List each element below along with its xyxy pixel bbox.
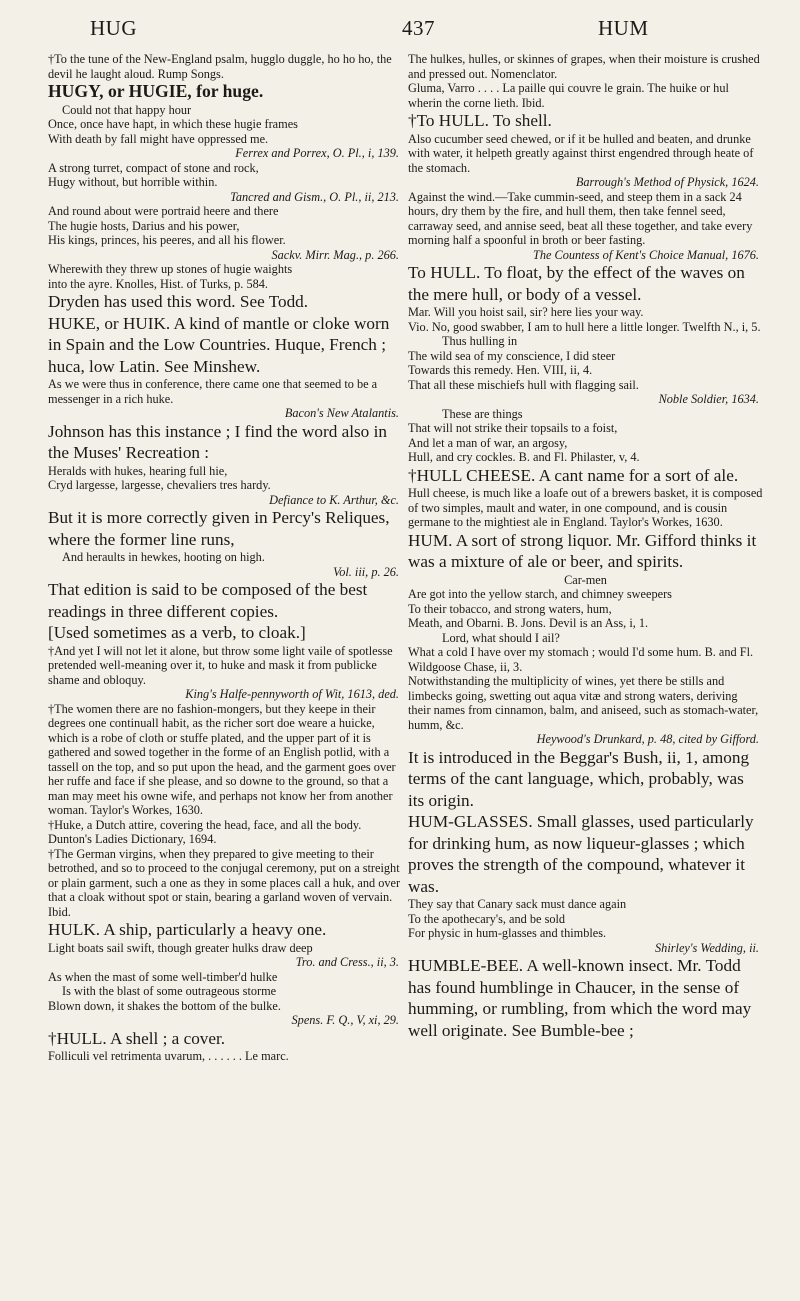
quotation-line: Once, once have hapt, in which these hugie frames xyxy=(48,117,298,131)
quotation-line: And round about were portraid heere and there xyxy=(48,204,279,218)
quotation-line: As we were thus in conference, there came one that seemed to be a messenger in a rich huke. xyxy=(48,377,378,406)
running-head-right: HUM xyxy=(598,16,649,40)
quotation-line: And let a man of war, an argosy, xyxy=(408,435,568,450)
quotation-line: †To the tune of the New-England psalm, hugglo duggle, ho ho ho, the devil he laught aloud. Rump Songs. xyxy=(48,52,392,81)
quotation-line: Blown down, it shakes the bottom of the bulke. xyxy=(48,998,281,1013)
quotation-line: The wild sea of my conscience, I did steer xyxy=(408,348,616,363)
quotation-line: Lord, what should I ail? xyxy=(442,630,560,645)
quotation-line: Towards this remedy. Hen. VIII, ii, 4. xyxy=(408,363,593,377)
quotation-line: †And yet I will not let it alone, but throw some light vaile of spotlesse pretended well-meaning over it, to huke and mask it from publicke shame and obloquy. xyxy=(48,643,393,687)
entry-paragraph: HULK. A ship, particularly a heavy one. xyxy=(48,920,327,939)
quotation-line: Also cucumber seed chewed, or if it be hulled and beaten, and drunke with water, it helpeth greatly against thirst engendred through heate of the stomach. xyxy=(408,131,754,175)
quotation-line: Against the wind.—Take cummin-seed, and steep them in a sack 24 hours, dry them by the fire, and hull them, then take fennel seed, carraway seed, and annise seed, beat all these together, and take every morning half a spoonful in broth or beer fasting. xyxy=(408,189,753,247)
entry-paragraph: HUM. A sort of strong liquor. Mr. Gifford thinks it was a mixture of ale or beer, and spirits. xyxy=(408,530,757,571)
quotation-line: With death by fall might have oppressed me. xyxy=(48,131,269,146)
entry-paragraph: But it is more correctly given in Percy's Reliques, where the former line runs, xyxy=(48,508,390,549)
quotation-line: Mar. Will you hoist sail, sir? here lies your way. xyxy=(408,305,644,319)
citation: Defiance to K. Arthur, &c. xyxy=(269,492,399,507)
citation: Shirley's Wedding, ii. xyxy=(655,940,759,955)
quotation-line: Folliculi vel retrimenta uvarum, . . . . . . Le marc. xyxy=(48,1049,289,1063)
right-column xyxy=(408,52,763,1292)
quotation-line: Are got into the yellow starch, and chimney sweepers xyxy=(408,587,672,601)
quotation-line: Wherewith they threw up stones of hugie waights xyxy=(48,262,293,276)
entry-paragraph: Johnson has this instance ; I find the word also in the Muses' Recreation : xyxy=(48,421,387,462)
entry-paragraph: That edition is said to be composed of the best readings in three different copies. xyxy=(48,580,368,621)
quotation-line: †The German virgins, when they prepared to give meeting to their betrothed, and so to proceed to the conjugal ceremony, put on a streight or plain garment, such a one as they in some places call a huk, and over that a cloak without spot or stain, bearing a garland woven of vervain. Ibid. xyxy=(48,846,401,919)
quotation-line: To the apothecary's, and be sold xyxy=(408,911,566,926)
quotation-line: Light boats sail swift, though greater hulks draw deep xyxy=(48,940,313,955)
quotation-line: His kings, princes, his peeres, and all his flower. xyxy=(48,233,286,247)
quotation-line: Heralds with hukes, hearing full hie, xyxy=(48,463,228,478)
citation: Bacon's New Atalantis. xyxy=(284,406,399,420)
citation: Tro. and Cress., ii, 3. xyxy=(295,955,399,969)
quotation-line: As when the mast of some well-timber'd hulke xyxy=(48,969,278,984)
entry-paragraph: It is introduced in the Beggar's Bush, ii, 1, among terms of the cant language, which, probably, was its origin. xyxy=(408,747,750,810)
entry-paragraph: HUM-GLASSES. Small glasses, used particularly for drinking hum, as now liqueur-glasses ; which proves the strength of the compound, whatever it was. xyxy=(408,812,754,896)
quotation-line: Meath, and Obarni. B. Jons. Devil is an Ass, i, 1. xyxy=(408,616,649,630)
entry-paragraph: HUGY, or HUGIE, for huge. xyxy=(48,81,264,101)
quotation-line: And heraults in hewkes, hooting on high. xyxy=(62,550,265,564)
citation: Noble Soldier, 1634. xyxy=(658,392,759,406)
entry-paragraph: [Used sometimes as a verb, to cloak.] xyxy=(48,623,306,642)
entry-paragraph: HUKE, or HUIK. A kind of mantle or cloke worn in Spain and the Low Countries. Huque, French ; huca, low Latin. See Minshew. xyxy=(48,313,390,376)
quotation-line: Hull, and cry cockles. B. and Fl. Philaster, v, 4. xyxy=(408,450,640,464)
quotation-line: Hugy without, but horrible within. xyxy=(48,175,218,189)
quotation-line: Vio. No, good swabber, I am to hull here a little longer. Twelfth N., i, 5. xyxy=(408,319,761,334)
quotation-line: That will not strike their topsails to a foist, xyxy=(408,421,618,435)
quotation-line: Notwithstanding the multiplicity of wines, yet there be stills and limbecks going, swetting out aqua vitæ and strong waters, deriving their names from cinnamon, balm, and aniseed, such as stomach-water, humm, &c. xyxy=(408,674,759,732)
quotation-line: The hulkes, hulles, or skinnes of grapes, when their moisture is crushed and pressed out. Nomenclator. xyxy=(408,52,760,81)
quotation-line: To their tobacco, and strong waters, hum, xyxy=(408,601,612,616)
citation: Ferrex and Porrex, O. Pl., i, 139. xyxy=(235,146,399,160)
entry-paragraph: †To HULL. To shell. xyxy=(408,111,552,130)
quotation-line: Thus hulling in xyxy=(442,334,518,348)
citation: Spens. F. Q., V, xi, 29. xyxy=(291,1013,399,1027)
quotation-line: These are things xyxy=(442,406,523,421)
quotation-line: That all these mischiefs hull with flagging sail. xyxy=(408,377,639,392)
citation: Vol. iii, p. 26. xyxy=(333,564,399,579)
quotation-line: Is with the blast of some outrageous storme xyxy=(62,984,277,998)
citation: Tancred and Gism., O. Pl., ii, 213. xyxy=(230,189,399,204)
quotation-line: Car-men xyxy=(564,572,607,587)
quotation-line: What a cold I have over my stomach ; would I'd some hum. B. and Fl. Wildgoose Chase, ii, 3. xyxy=(408,645,754,674)
quotation-line: Hull cheese, is much like a loafe out of a brewers basket, it is composed of two simples, mault and water, in one compound, and is cousin germane to the mightiest ale in England. Taylor's Workes, 1630. xyxy=(408,486,763,529)
quotation-line: The hugie hosts, Darius and his power, xyxy=(48,218,240,233)
quotation-line: Gluma, Varro . . . . La paille qui couvre le grain. The huike or hul wherin the corne lieth. Ibid. xyxy=(408,81,729,110)
quotation-line: †The women there are no fashion-mongers, but they keepe in their degrees one continuall habit, as the richer sort doe weare a huicke, which is a robe of cloth or stuffe plated, and the upper part of it is gathered and sowed together in the forme of an English potlid, with a tassell on the top, and so put upon the head, and the garment goes over her ruffe and face if she please, and so downe to the ground, so that a man may meet his owne wife, and perhaps not know her from another woman. Taylor's Workes, 1630. xyxy=(48,701,396,817)
page-number: 437 xyxy=(402,16,435,40)
citation: Barrough's Method of Physick, 1624. xyxy=(575,175,759,189)
running-head-left: HUG xyxy=(90,16,137,40)
citation: Heywood's Drunkard, p. 48, cited by Gifford. xyxy=(536,732,759,746)
quotation-line: into the ayre. Knolles, Hist. of Turks, p. 584. xyxy=(48,276,268,291)
quotation-line: For physic in hum-glasses and thimbles. xyxy=(408,926,607,940)
citation: King's Halfe-pennyworth of Wit, 1613, ded. xyxy=(185,687,399,701)
quotation-line: They say that Canary sack must dance again xyxy=(408,897,627,911)
entry-paragraph: HUMBLE-BEE. A well-known insect. Mr. Todd has found humblinge in Chaucer, in the sense of humming, or rumbling, from which the word may well originate. See Bumble-bee ; xyxy=(408,956,752,1040)
page-header xyxy=(0,16,800,46)
left-column xyxy=(48,52,403,1292)
quotation-line: Cryd largesse, largesse, chevaliers tres hardy. xyxy=(48,478,271,492)
quotation-line: A strong turret, compact of stone and rock, xyxy=(48,160,259,175)
entry-paragraph: †HULL. A shell ; a cover. xyxy=(48,1028,226,1048)
entry-paragraph: Dryden has used this word. See Todd. xyxy=(48,292,309,311)
entry-paragraph: †HULL CHEESE. A cant name for a sort of ale. xyxy=(408,465,739,485)
citation: Sackv. Mirr. Mag., p. 266. xyxy=(271,247,399,262)
citation: The Countess of Kent's Choice Manual, 1676. xyxy=(532,247,759,262)
quotation-line: Could not that happy hour xyxy=(62,102,192,117)
quotation-line: †Huke, a Dutch attire, covering the head, face, and all the body. Dunton's Ladies Dictionary, 1694. xyxy=(48,817,362,846)
entry-paragraph: To HULL. To float, by the effect of the waves on the mere hull, or body of a vessel. xyxy=(408,263,745,304)
